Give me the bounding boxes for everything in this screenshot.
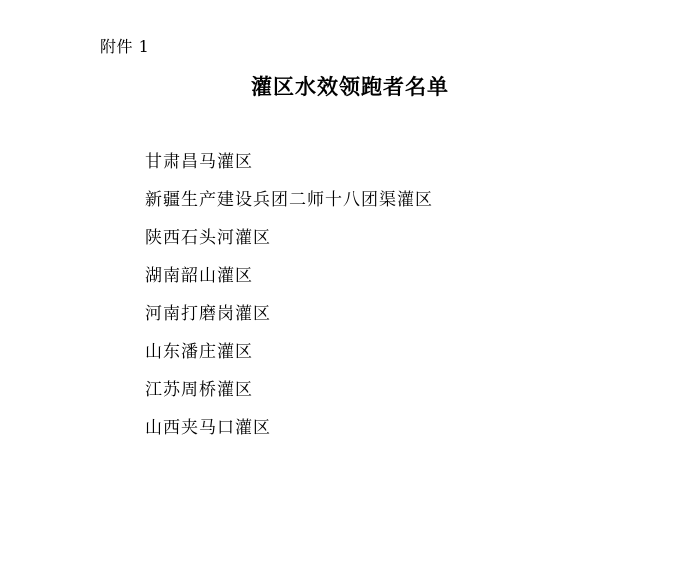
list-item: 江苏周桥灌区 — [145, 380, 253, 400]
list-item: 新疆生产建设兵团二师十八团渠灌区 — [145, 190, 433, 210]
list-item: 山东潘庄灌区 — [145, 342, 253, 362]
attachment-label: 附件 1 — [100, 37, 150, 56]
list-item: 湖南韶山灌区 — [145, 266, 253, 286]
irrigation-district-list — [145, 150, 625, 454]
list-item: 陕西石头河灌区 — [145, 228, 271, 248]
list-item: 甘肃昌马灌区 — [145, 152, 253, 172]
page-title: 灌区水效领跑者名单 — [251, 74, 449, 99]
list-item: 山西夹马口灌区 — [145, 418, 271, 438]
list-item: 河南打磨岗灌区 — [145, 304, 271, 324]
